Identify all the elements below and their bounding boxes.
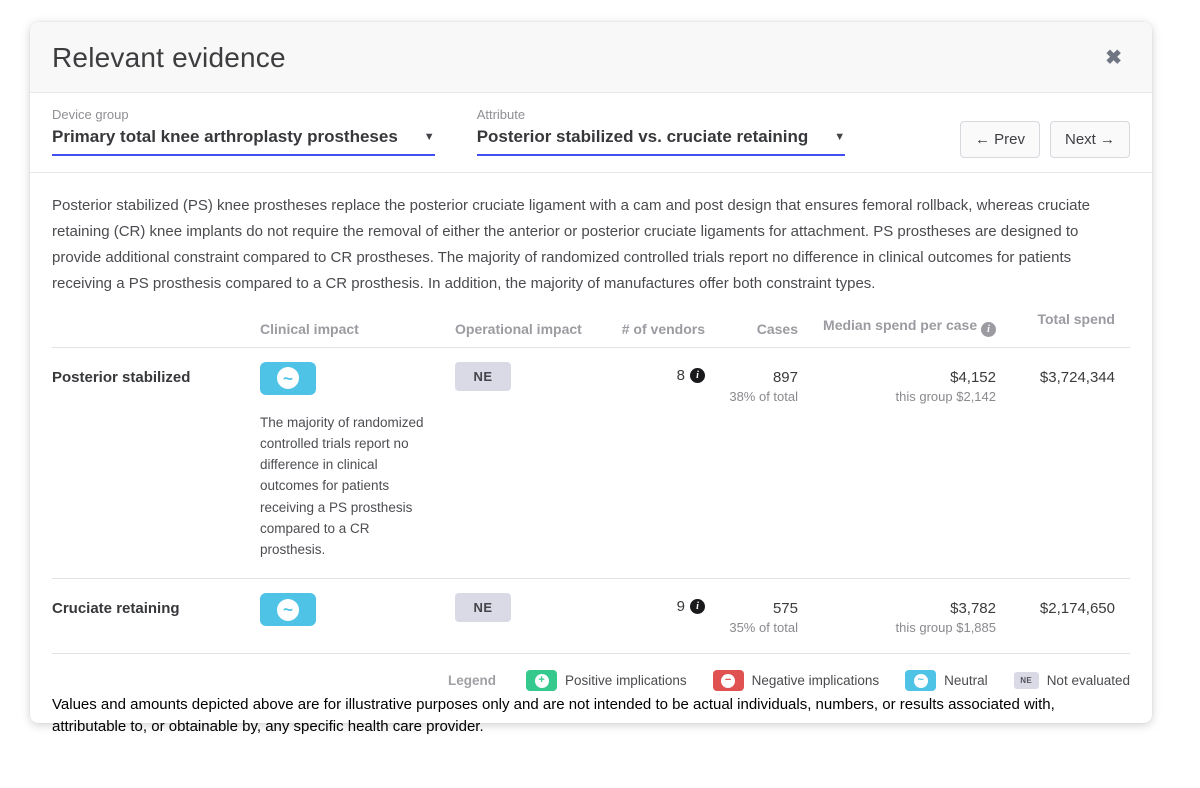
row-name: Cruciate retaining — [52, 600, 180, 618]
table-header-row — [52, 310, 1130, 348]
legend-item-negative: − Negative implications — [713, 670, 880, 691]
legend — [52, 654, 1130, 697]
legend-item-neutral: ~ Neutral — [905, 670, 988, 691]
median-spend-cell: $4,152 this group $2,142 — [798, 362, 996, 404]
total-spend-cell: $3,724,344 — [1039, 368, 1115, 386]
device-group-value: Primary total knee arthroplasty prostheses — [52, 127, 398, 146]
clinical-impact-note: The majority of randomized controlled trials report no difference in clinical outcomes for patients receiving a PS prosthesis compared to a CR prosthesis. — [260, 414, 424, 557]
attribute-dropdown[interactable] — [477, 107, 846, 156]
vendors-cell: 8 i — [620, 362, 705, 384]
clinical-impact-cell — [260, 362, 455, 560]
neutral-impact-icon: ~ — [260, 362, 316, 395]
median-spend-subtext: this group $1,885 — [895, 620, 996, 636]
next-button[interactable]: Next → — [1050, 121, 1130, 158]
operational-impact-cell — [455, 362, 620, 391]
attribute-label: Attribute — [476, 107, 526, 122]
disclaimer-text: Values and amounts depicted above are for illustrative purposes only and are not intended to be actual individuals, numbers, or results associated with, attributable to, or obtainable by, any specific health care provider. — [52, 696, 1055, 735]
legend-item-not-evaluated: NE Not evaluated — [1014, 672, 1130, 689]
legend-label: Legend — [448, 673, 497, 689]
median-spend-subtext: this group $2,142 — [895, 388, 996, 404]
col-header-median-spend: Median spend per case i — [798, 317, 996, 337]
positive-impact-icon: + — [526, 670, 557, 691]
attribute-value: Posterior stabilized vs. cruciate retaining — [476, 127, 809, 146]
legend-item-positive: + Positive implications — [526, 670, 687, 691]
cases-subtext: 35% of total — [729, 620, 798, 636]
col-header-total-spend: Total spend — [1037, 310, 1115, 327]
chevron-down-icon: ▼ — [423, 131, 435, 143]
cases-cell: 897 38% of total — [705, 362, 798, 404]
cases-cell: 575 35% of total — [705, 593, 798, 635]
table-row — [52, 348, 1130, 579]
attribute-description: Posterior stabilized (PS) knee prostheses replace the posterior cruciate ligament with a cam and post design that ensures femoral rollback, whereas cruciate retaining (CR) knee implants do not require the removal of either the anterior or posterior cruciate ligaments for attachment. PS prostheses are designed to provide additional constraint compared to CR prostheses. The majority of randomized controlled trials report no difference in clinical outcomes for patients receiving a PS prosthesis compared to a CR prosthesis. In addition, the majority of manufactures offer both constraint types. — [52, 197, 1091, 292]
cases-subtext: 38% of total — [729, 388, 798, 404]
col-header-cases: Cases — [756, 320, 798, 337]
row-name: Posterior stabilized — [52, 368, 191, 386]
info-icon[interactable]: i — [981, 322, 996, 337]
operational-impact-cell — [455, 593, 620, 622]
modal-title: Relevant evidence — [52, 42, 286, 73]
device-group-dropdown[interactable] — [52, 107, 435, 156]
chevron-down-icon: ▼ — [834, 131, 846, 143]
device-group-label: Device group — [52, 107, 129, 122]
neutral-impact-icon: ~ — [905, 670, 936, 691]
vendors-cell: 9 i — [620, 593, 705, 615]
not-evaluated-badge: NE — [455, 593, 511, 622]
pagination-controls — [960, 121, 1130, 158]
modal-header — [30, 22, 1152, 93]
neutral-impact-icon: ~ — [260, 593, 316, 626]
info-icon[interactable]: i — [690, 599, 705, 614]
col-header-vendors: # of vendors — [621, 320, 705, 337]
not-evaluated-badge: NE — [455, 362, 511, 391]
col-header-clinical: Clinical impact — [260, 320, 359, 337]
total-spend-cell: $2,174,650 — [1039, 600, 1115, 618]
prev-button[interactable]: ← Prev — [960, 121, 1040, 158]
info-icon[interactable]: i — [690, 368, 705, 383]
evidence-table — [30, 303, 1152, 697]
median-spend-cell: $3,782 this group $1,885 — [798, 593, 996, 635]
relevant-evidence-modal — [30, 22, 1152, 723]
close-icon[interactable]: ✖ — [1105, 47, 1122, 69]
col-header-operational: Operational impact — [455, 320, 582, 337]
table-row — [52, 579, 1130, 654]
not-evaluated-icon: NE — [1014, 672, 1039, 689]
clinical-impact-cell — [260, 593, 455, 626]
negative-impact-icon: − — [713, 670, 744, 691]
controls-bar — [30, 93, 1152, 173]
